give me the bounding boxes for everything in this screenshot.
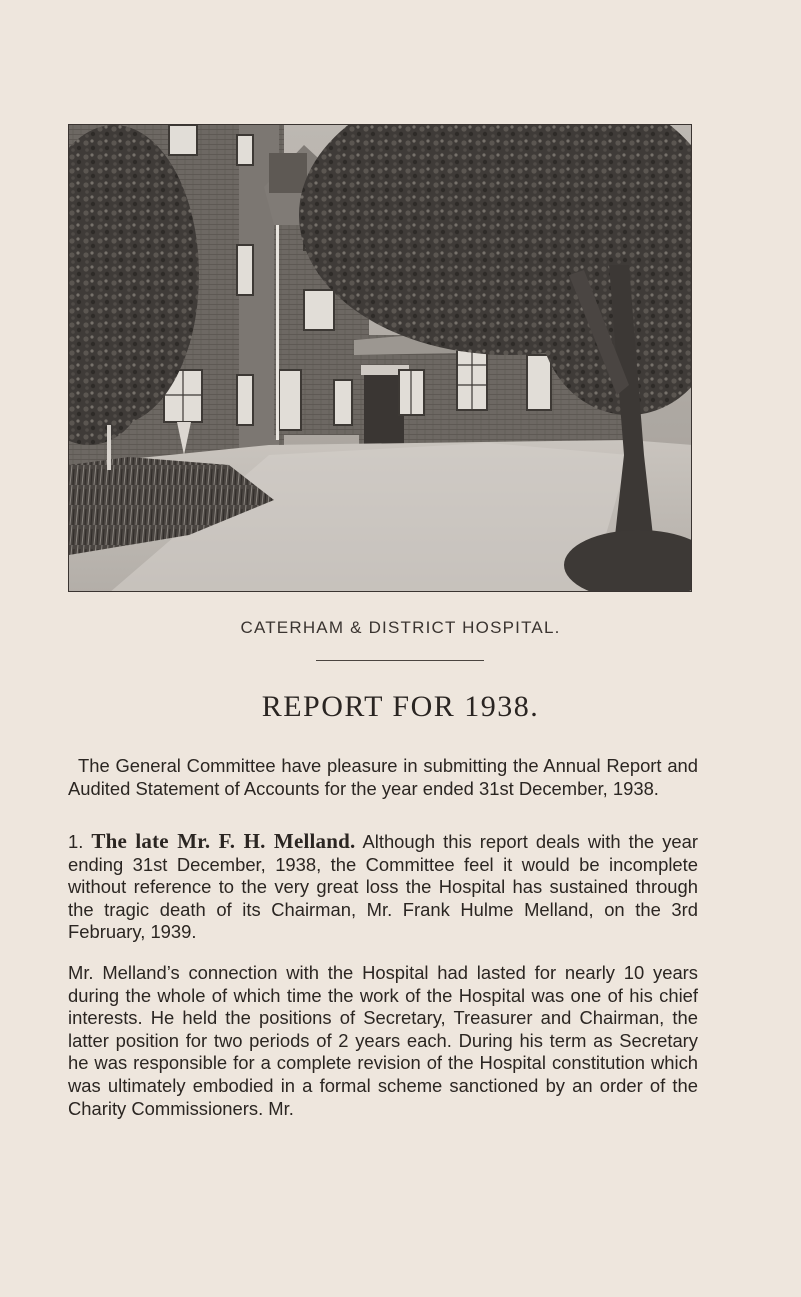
item-1-paragraph <box>68 830 698 944</box>
item-1-continuation-paragraph: Mr. Melland’s connection with the Hospital had lasted for nearly 10 years during the whole of which time the work of the Hospital was one of his chief interests. He held the positions of Secretary, Treasurer and Chairman, the latter position for two periods of 2 years each. During his term as Secretary he was responsible for a complete revision of the Hospital constitution which was ultimately embodied in a formal scheme sanctioned by an order of the Charity Commissioners. Mr. <box>68 962 698 1119</box>
intro-paragraph: The General Committee have pleasure in submitting the Annual Report and Audited Statement of Accounts for the year ended 31st December, 1938. <box>68 755 698 799</box>
divider-rule <box>316 660 484 661</box>
report-title: REPORT FOR 1938. <box>261 690 540 723</box>
photo-caption: CATERHAM & DISTRICT HOSPITAL. <box>240 618 561 637</box>
hospital-photograph <box>68 124 692 592</box>
item-1-heading: The late Mr. F. H. Melland. <box>91 829 356 853</box>
item-1-text: Although this report deals with the year ending 31st December, 1938, the Committee feel it would be incomplete without reference to the very great loss the Hospital has sustained through the tragic death of its Chairman, Mr. Frank Hulme Melland, on the 3rd February, 1939. <box>68 831 698 943</box>
item-1-number: 1. <box>68 831 84 852</box>
